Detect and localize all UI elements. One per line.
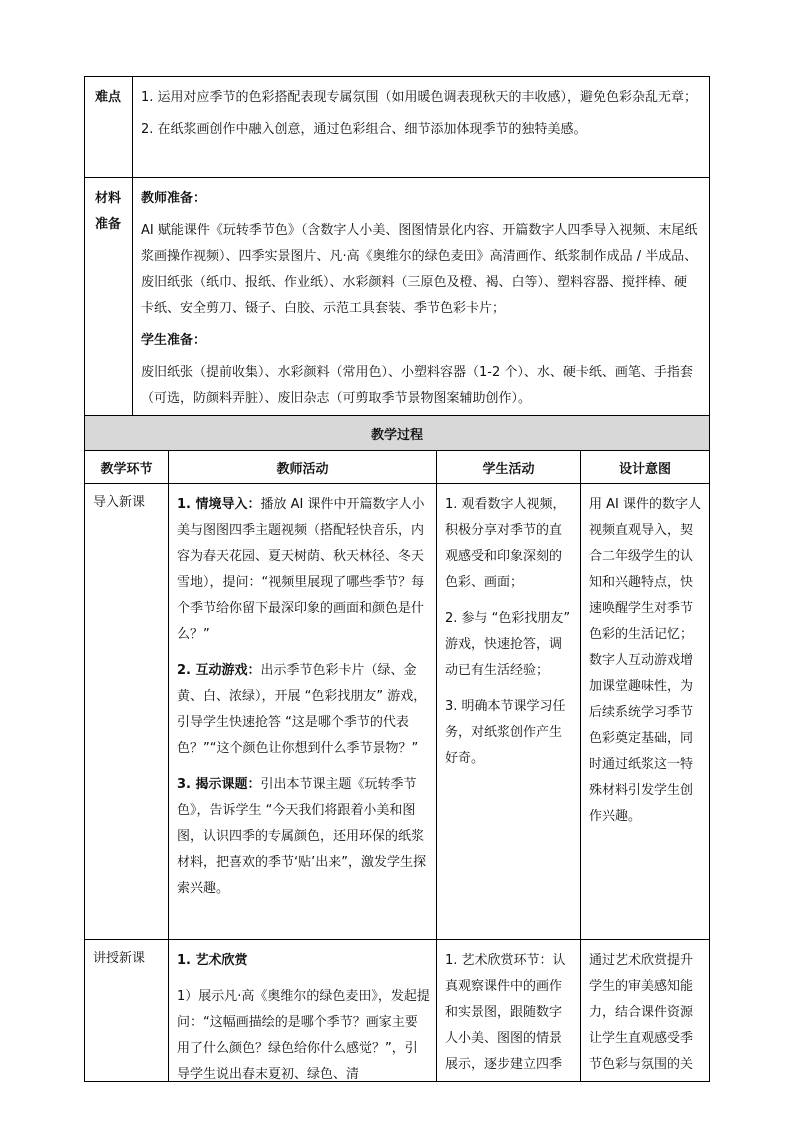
stage-cell: 导入新课	[85, 484, 169, 939]
design-intent-cell: 通过艺术欣赏提升学生的审美感知能力，结合课件资源让学生直观感受季节色彩与氛围的关	[589, 953, 694, 1072]
process-title: 教学过程	[85, 416, 709, 451]
header-intent: 设计意图	[618, 461, 671, 477]
teacher-prep-heading: 教师准备：	[141, 191, 207, 206]
student-activity-item: 2. 参与 “色彩找朋友” 游戏，快速抢答，调动已有生活经验；	[445, 611, 571, 678]
difficulty-body	[133, 77, 709, 177]
teacher-prep-text: AI 赋能课件《玩转季节色》（含数字人小美、图图情景化内容、开篇数字人四季导入视频、末尾纸浆画操作视频）、四季实景图片、凡·高《奥维尔的绿色麦田》高清画作、纸浆制作成品 / 半成品、废旧纸张（纸巾、报纸、作业纸）、水彩颜料（三原色及橙、褐、白等）、塑料容器、搅拌棒、硬卡纸、安全剪刀、镊子、白胶、示范工具套装、季节色彩卡片；	[141, 223, 698, 316]
activity-lead: 1. 艺术欣赏	[177, 953, 248, 968]
process-table	[84, 415, 710, 1082]
activity-text: 1）展示凡·高《奥维尔的绿色麦田》，发起提问：“这幅画描绘的是哪个季节？画家主要用了什么颜色？绿色给你什么感觉？”，引导学生说出春末夏初、绿色、清	[177, 989, 430, 1081]
materials-body	[133, 178, 709, 415]
activity-lead: 3. 揭示课题：	[177, 777, 261, 792]
activity-text: 出示季节色彩卡片（绿、金黄、白、浓绿），开展 “色彩找朋友” 游戏，引导学生快速抢答 “这是哪个季节的代表色？”“这个颜色让你想到什么季节景物？”	[177, 663, 427, 756]
difficulty-label: 难点	[85, 77, 133, 177]
materials-row	[85, 178, 709, 415]
difficulty-item: 1. 运用对应季节的色彩搭配表现专属氛围（如用暖色调表现秋天的丰收感），避免色彩杂乱无章；	[141, 90, 698, 105]
student-activity-cell	[437, 484, 581, 939]
teacher-activity-item	[177, 984, 430, 1081]
table-row	[85, 940, 709, 1081]
header-stage: 教学环节	[85, 451, 169, 483]
activity-text: 播放 AI 课件中开篇数字人小美与图图四季主题视频（搭配轻快音乐，内容为春天花园、夏天树荫、秋天林径、冬天雪地），提问：“视频里展现了哪些季节？每个季节给你留下最深印象的画面和颜色是什么？”	[177, 497, 425, 642]
teacher-activity-item	[177, 772, 430, 902]
materials-label: 材料准备	[85, 178, 133, 415]
info-table	[84, 76, 710, 416]
table-row	[85, 484, 709, 940]
activity-lead: 1. 情境导入：	[177, 497, 261, 512]
student-prep-text: 废旧纸张（提前收集）、水彩颜料（常用色）、小塑料容器（1-2 个）、水、硬卡纸、画笔、手指套（可选，防颜料弄脏）、废旧杂志（可剪取季节景物图案辅助创作）。	[141, 365, 693, 406]
teacher-activity-item	[177, 658, 430, 762]
activity-lead: 2. 互动游戏：	[177, 663, 261, 678]
difficulty-item: 2. 在纸浆画创作中融入创意，通过色彩组合、细节添加体现季节的独特美感。	[141, 122, 587, 137]
student-activity-cell	[437, 940, 581, 1081]
stage-cell: 讲授新课	[85, 940, 169, 1081]
activity-text: 引出本节课主题《玩转季节色》，告诉学生 “今天我们将跟着小美和图图，认识四季的专属颜色，还用环保的纸浆材料，把喜欢的季节‘贴’出来”，激发学生探索兴趣。	[177, 777, 426, 896]
teacher-activity-item	[177, 948, 430, 974]
design-intent-cell: 用 AI 课件的数字人视频直观导入，契合二年级学生的认知和兴趣特点，快速唤醒学生对季节色彩的生活记忆；数字人互动游戏增加课堂趣味性，为后续系统学习季节色彩奠定基础，同时通过纸浆这一特殊材料引发学生创作兴趣。	[589, 497, 701, 824]
header-teacher: 教师活动	[169, 451, 437, 483]
header-student: 学生活动	[437, 451, 581, 483]
student-prep-heading: 学生准备：	[141, 333, 207, 348]
teacher-activity-cell	[169, 484, 437, 939]
teacher-activity-item	[177, 492, 430, 648]
difficulty-row	[85, 77, 709, 178]
student-activity-item: 3. 明确本节课学习任务，对纸浆创作产生好奇。	[445, 699, 566, 766]
student-activity-item: 1. 观看数字人视频，积极分享对季节的直观感受和印象深刻的色彩、画面；	[445, 497, 566, 590]
teacher-activity-cell	[169, 940, 437, 1081]
student-activity-item: 1. 艺术欣赏环节：认真观察课件中的画作和实景图，跟随数字人小美、图图的情景展示，逐步建立四季	[445, 953, 566, 1072]
process-header-row	[85, 451, 709, 484]
